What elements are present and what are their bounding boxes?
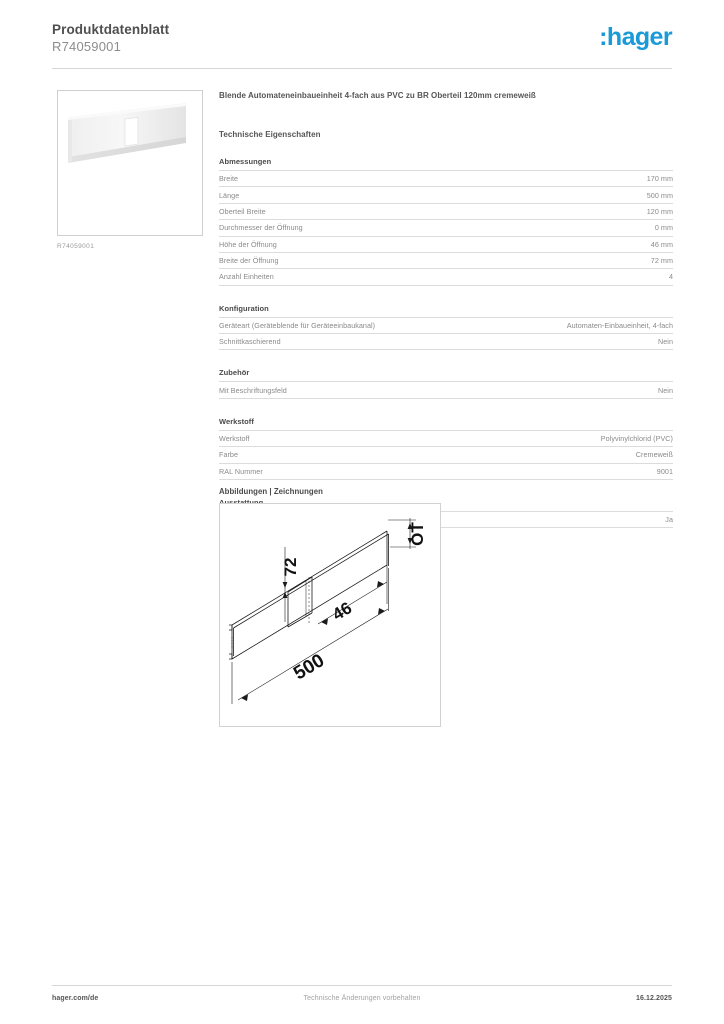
spec-label: Werkstoff [219, 433, 250, 443]
product-description: Blende Automateneinbaueinheit 4-fach aus PVC zu BR Oberteil 120mm cremeweiß [219, 91, 536, 100]
spec-value: 500 mm [646, 190, 673, 200]
spec-label: Breite der Öffnung [219, 256, 279, 266]
spec-row [219, 186, 673, 202]
dimension-label-ot: OT [408, 522, 427, 546]
spec-label: Geräteart (Geräteblende für Geräteeinbaukanal) [219, 320, 376, 330]
spec-label: Anzahl Einheiten [219, 272, 274, 282]
footer-date: 16.12.2025 [635, 995, 672, 1002]
spec-value: 72 mm [650, 256, 673, 266]
page-footer [52, 995, 672, 1002]
spec-value: Ja [665, 515, 673, 525]
spec-value: 9001 [656, 466, 673, 476]
spec-group [219, 157, 673, 286]
spec-group-title: Werkstoff [219, 416, 254, 426]
spec-row [219, 268, 673, 285]
spec-row [219, 333, 673, 350]
product-figure [57, 90, 203, 250]
dimension-label-46: 46 [329, 598, 356, 625]
spec-group-title: Zubehör [219, 368, 250, 378]
spec-label: Schnittkaschierend [219, 337, 281, 347]
spec-groups-container [219, 157, 673, 528]
drawings-title: Abbildungen | Zeichnungen [219, 487, 323, 496]
spec-label: RAL Nummer [219, 466, 263, 476]
technical-drawing-frame [219, 503, 441, 727]
spec-value: 170 mm [646, 174, 673, 184]
spec-row [219, 170, 673, 186]
spec-value: Nein [658, 385, 673, 395]
spec-value: 46 mm [650, 239, 673, 249]
spec-value: 4 [668, 272, 673, 282]
spec-row [219, 219, 673, 235]
hager-logo: :hager [599, 23, 672, 51]
spec-label: Farbe [219, 450, 239, 460]
footer-disclaimer: Technische Änderungen vorbehalten [303, 995, 421, 1002]
spec-value: Polyvinylchlorid (PVC) [600, 433, 673, 443]
header-titles [52, 20, 169, 55]
spec-label: Durchmesser der Öffnung [219, 223, 303, 233]
dimension-label-72: 72 [281, 557, 300, 577]
spec-label: Länge [219, 190, 240, 200]
logo-text: hager [606, 23, 672, 51]
spec-value: Nein [658, 337, 673, 347]
specs-heading: Technische Eigenschaften [219, 130, 321, 139]
technical-drawing [220, 504, 440, 726]
spec-row [219, 317, 673, 333]
spec-group [219, 417, 673, 480]
spec-group [219, 304, 673, 351]
spec-label: Höhe der Öffnung [219, 239, 277, 249]
product-image-frame [57, 90, 203, 236]
spec-value: 0 mm [654, 223, 673, 233]
spec-value: Cremeweiß [635, 450, 673, 460]
product-image-caption: R74059001 [57, 243, 95, 250]
footer-divider [52, 985, 672, 986]
header-divider [52, 68, 672, 69]
footer-website[interactable]: hager.com/de [52, 995, 99, 1002]
spec-row [219, 446, 673, 462]
spec-value: Automaten-Einbaueinheit, 4-fach [566, 320, 673, 330]
drawings-section [219, 487, 673, 727]
spec-group-title: Abmessungen [219, 157, 272, 166]
dimension-label-500: 500 [290, 650, 329, 685]
page-title: Produktdatenblatt [52, 22, 170, 37]
spec-row [219, 252, 673, 268]
product-number: R74059001 [52, 39, 122, 54]
spec-row [219, 381, 673, 398]
spec-group-title: Konfiguration [219, 303, 269, 313]
spec-group [219, 368, 673, 398]
page-header [52, 20, 672, 68]
spec-value: 120 mm [646, 206, 673, 216]
spec-row [219, 463, 673, 480]
spec-label: Mit Beschriftungsfeld [219, 385, 287, 395]
spec-row [219, 203, 673, 219]
spec-row [219, 430, 673, 446]
specifications-section [219, 90, 673, 528]
spec-row [219, 236, 673, 252]
product-panel-image [58, 91, 202, 235]
spec-label: Oberteil Breite [219, 206, 266, 216]
spec-label: Breite [219, 174, 239, 184]
